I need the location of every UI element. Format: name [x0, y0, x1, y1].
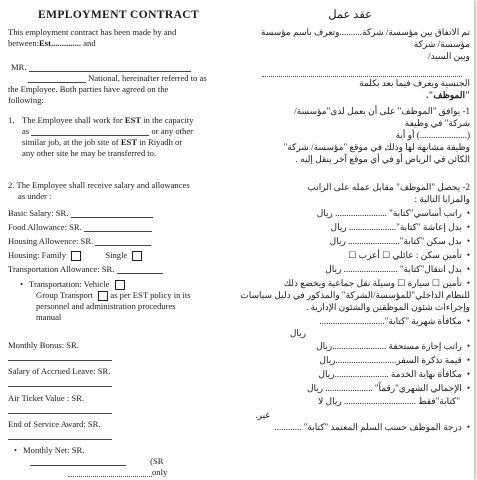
clause-1-line-3: similar job, at the job site of EST in Riyadh or: [22, 137, 183, 147]
air-ticket-field[interactable]: [8, 405, 112, 414]
employee-name-line: [11, 62, 191, 72]
clause-1-line-1: The Employee shall work for EST in the capacity: [22, 115, 194, 125]
arabic-clause-1-line-2: شركة" في وظيفة: [404, 118, 470, 128]
arabic-food: • بدل إعاشة "كتابة"..................... ريال: [331, 222, 470, 233]
transport-allowance-field[interactable]: [117, 265, 163, 274]
housing-single-checkbox[interactable]: [132, 251, 142, 261]
transport-allowance-row: Transportation Allowance: SR.: [8, 264, 163, 274]
group-transport-row: Group Transport as per EST policy in its: [36, 290, 191, 300]
end-of-service-row: End of Service Award: SR.: [8, 419, 101, 429]
transport-vehicle-checkbox[interactable]: [115, 280, 125, 290]
arabic-total-monthly: • الإجمالي الشهري"رقماً" ..................... ريال: [307, 383, 470, 394]
group-transport-line-2: personnel and administration procedures: [36, 301, 176, 311]
food-allowance-field[interactable]: [84, 223, 152, 232]
clause-1-line-4: any other site he may be transferred to.: [22, 148, 157, 158]
intro-line-1: This employment contract has been made by and: [8, 27, 177, 37]
monthly-bonus-row: Monthly Bonus: SR.: [8, 340, 79, 350]
accrued-leave-row: Salary of Accrued Leave: SR.: [8, 366, 111, 376]
arabic-leave-salary: • راتب إجازة مستحقة ........................ريال: [316, 341, 470, 352]
arabic-column: [236, 0, 470, 480]
clause-2-line-2: as under :: [18, 191, 52, 201]
housing-family-checkbox[interactable]: [71, 251, 81, 261]
arabic-ticket-value: • قيمة تذكرة السفر...........................ريال: [319, 355, 470, 366]
arabic-monthly-bonus-riyal: ريال: [289, 328, 306, 338]
intro-line-2: between:Est.............. and: [8, 38, 96, 48]
arabic-ghair: غير.: [255, 410, 270, 420]
arabic-transport-cash: • بدل انتقال"كتابة" ........................ ريال: [325, 264, 470, 275]
arabic-intro-2: مؤسسة/ شركة: [413, 39, 470, 49]
basic-salary-row: Basic Salary: SR.: [8, 208, 153, 218]
housing-type-row: Housing: Family Single: [8, 250, 142, 261]
arabic-monthly-bonus: • مكافأة شهرية "كتابة".............................: [319, 316, 470, 327]
mr-label: MR.: [11, 62, 27, 72]
english-column: [8, 0, 230, 480]
arabic-clause-1-line-3: (.....................) أو أية: [395, 130, 470, 140]
employee-name-blank: [29, 63, 191, 72]
monthly-net-words-row: (SR: [30, 456, 164, 466]
arabic-basic-salary: • راتب أساسي"كتابة" ....................... ريال: [317, 208, 470, 219]
arabic-name-blank: [262, 68, 462, 77]
arabic-mr-label: وبين السيد/: [428, 51, 470, 61]
arabic-title: عقد عمل: [328, 9, 372, 21]
only-row: only: [68, 467, 167, 477]
arabic-clause-2-line-2: والمزايا التالية :: [414, 194, 470, 204]
accrued-leave-field[interactable]: [8, 378, 112, 387]
basic-salary-field[interactable]: [71, 209, 153, 218]
arabic-grade-line: • درجة الموظف حسب السلم المعتمد "كتابة" ............: [275, 422, 471, 433]
clause-1-number: 1.: [8, 115, 15, 125]
arabic-transport-type-1: • تأمين ☐ سيارة ☐ وسيلة نقل جماعية ويخضع ذلك: [284, 278, 470, 289]
national-line-3: following:: [8, 95, 44, 105]
arabic-transport-type-3: وإجراءات شئون الموظفين والشئون الإدارية .: [306, 302, 470, 312]
arabic-housing-type: • تأمين سكن : عائلي ☐ أعزب ☐: [348, 250, 470, 261]
arabic-clause-2-line-1: 2- يحصل "الموظف" مقابل عمله على الراتب: [307, 182, 470, 192]
clause-1-line-2: as or any other: [22, 126, 194, 136]
english-title: EMPLOYMENT CONTRACT: [38, 9, 200, 21]
monthly-net-field[interactable]: [30, 457, 126, 466]
food-allowance-row: Food Allowance: SR.: [8, 222, 152, 232]
arabic-clause-1-line-4: وظيفة مشابهة لها وذلك في موقع "مؤسسة/ شركة": [283, 142, 470, 152]
arabic-clause-1-line-1: 1- يوافق "الموظف" على أن يعمل لدى"مؤسسة/: [294, 106, 470, 116]
arabic-intro-1: تم الاتفاق بين مؤسسة/ شركة..........وتعرف باسم مؤسسة: [260, 27, 470, 37]
arabic-housing-cash: • بدل سكن "كتابة"....................... ريال: [330, 236, 470, 247]
arabic-transport-type-2: للنظام الداخلي"للمؤسسة/الشركة" والمذكور في دليل سياسات: [240, 290, 470, 300]
arabic-written: "كتابة"فقط ................................ ريال لا: [318, 396, 460, 406]
arabic-clause-1-line-5: الكائن في الرياض أو في أي موقع آخر ينقل إليه .: [295, 154, 470, 164]
arabic-nationality: الجنسية ويعرف فيما بعد بكلمة: [359, 78, 470, 88]
arabic-employee: "الموظف".: [426, 90, 470, 100]
arabic-service-award: • مكافأة نهاية الخدمة ........................ريال: [319, 369, 470, 380]
transport-vehicle-row: • Transportation: Vehicle: [20, 279, 125, 290]
group-transport-checkbox[interactable]: [98, 291, 108, 301]
monthly-net-row: • Monthly Net: SR.: [14, 445, 84, 455]
national-line-2: the Employee. Both parties have agreed on the: [8, 84, 169, 94]
air-ticket-row: Air Ticket Value : SR.: [8, 393, 84, 403]
monthly-bonus-field[interactable]: [8, 352, 112, 361]
end-of-service-field[interactable]: [8, 431, 112, 440]
housing-allowance-field[interactable]: [95, 237, 151, 246]
group-transport-line-3: manual: [36, 312, 62, 322]
clause-2-line-1: 2. The Employee shall receive salary and allowances: [8, 180, 190, 190]
housing-allowance-row: Housing Allowence: SR.: [8, 236, 151, 246]
national-line-1: National, hereinafter referred to as: [28, 73, 207, 83]
